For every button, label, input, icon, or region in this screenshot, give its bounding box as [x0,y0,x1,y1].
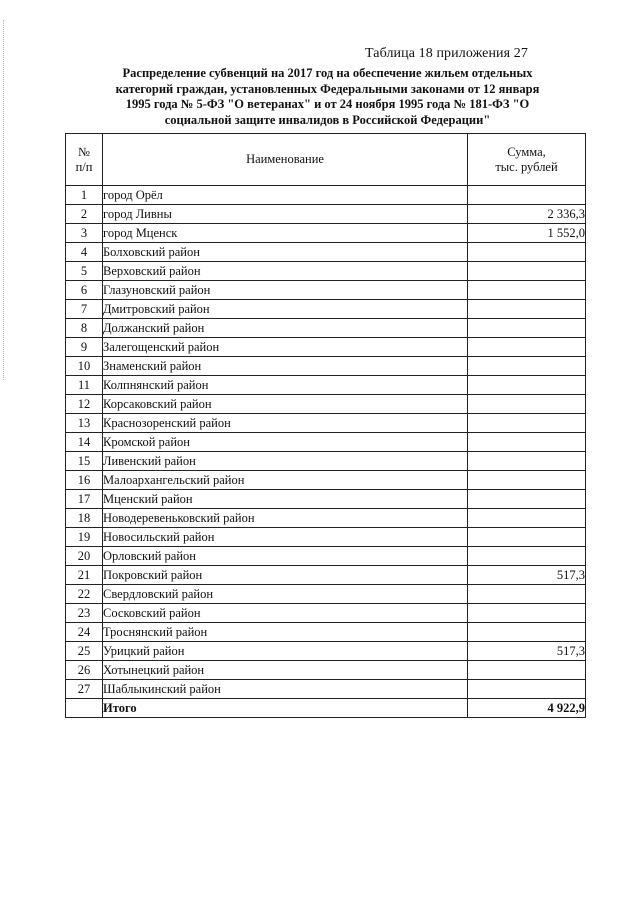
row-sum [468,623,586,642]
scan-margin-line [3,20,5,380]
row-sum [468,319,586,338]
row-name: Новосильский район [103,528,468,547]
table-row [66,262,586,281]
row-name: Орловский район [103,547,468,566]
total-label: Итого [103,699,468,718]
row-name: Должанский район [103,319,468,338]
row-name: Кромской район [103,433,468,452]
row-number: 4 [66,243,103,262]
table-row [66,452,586,471]
row-number: 20 [66,547,103,566]
row-name: Глазуновский район [103,281,468,300]
column-header-number: № п/п [66,134,103,186]
row-name: Сосковский район [103,604,468,623]
title-line: Распределение субвенций на 2017 год на обеспечение жильем отдельных [122,66,533,80]
table-row [66,319,586,338]
row-number: 8 [66,319,103,338]
row-name: Новодеревеньковский район [103,509,468,528]
row-sum [468,300,586,319]
row-number: 13 [66,414,103,433]
row-number: 14 [66,433,103,452]
row-name: Свердловский район [103,585,468,604]
row-sum: 517,3 [468,642,586,661]
table-row [66,585,586,604]
table-header-row [66,134,586,186]
row-sum [468,509,586,528]
row-name: Болховский район [103,243,468,262]
row-name: Корсаковский район [103,395,468,414]
row-name: Малоархангельский район [103,471,468,490]
row-number: 1 [66,186,103,205]
title-line: 1995 года № 5-ФЗ "О ветеранах" и от 24 ноября 1995 года № 181-ФЗ "О [125,97,530,111]
table-row [66,357,586,376]
table-row [66,623,586,642]
row-number: 16 [66,471,103,490]
row-name: Покровский район [103,566,468,585]
row-number: 11 [66,376,103,395]
table-row [66,414,586,433]
row-name: Троснянский район [103,623,468,642]
row-sum [468,680,586,699]
row-number: 22 [66,585,103,604]
row-sum [468,281,586,300]
title-line: категорий граждан, установленных Федеральными законами от 12 января [115,81,540,96]
row-number: 25 [66,642,103,661]
row-name: Колпнянский район [103,376,468,395]
title-line: социальной защите инвалидов в Российской Федерации" [164,112,491,127]
row-number: 26 [66,661,103,680]
table-body [66,186,586,699]
table-row [66,642,586,661]
row-number: 2 [66,205,103,224]
row-name: Шаблыкинский район [103,680,468,699]
row-sum [468,452,586,471]
table-row [66,186,586,205]
table-row [66,281,586,300]
row-sum [468,186,586,205]
table-row [66,300,586,319]
row-name: Знаменский район [103,357,468,376]
table-row [66,566,586,585]
row-number: 17 [66,490,103,509]
row-name: Верховский район [103,262,468,281]
row-sum: 2 336,3 [468,205,586,224]
table-row [66,243,586,262]
row-name: город Орёл [103,186,468,205]
row-sum [468,585,586,604]
table-row [66,490,586,509]
appendix-note: Таблица 18 приложения 27 [364,46,528,61]
table-row [66,224,586,243]
row-name: город Ливны [103,205,468,224]
row-number: 5 [66,262,103,281]
table-row [66,547,586,566]
row-sum [468,471,586,490]
table-row [66,395,586,414]
row-name: город Мценск [103,224,468,243]
row-name: Хотынецкий район [103,661,468,680]
table-row [66,433,586,452]
row-name: Урицкий район [103,642,468,661]
table-row [66,471,586,490]
row-sum: 1 552,0 [468,224,586,243]
row-sum [468,395,586,414]
row-sum [468,547,586,566]
row-sum: 517,3 [468,566,586,585]
document-title [95,66,560,128]
row-number: 10 [66,357,103,376]
row-number: 27 [66,680,103,699]
row-name: Дмитровский район [103,300,468,319]
total-row [66,699,586,718]
table-row [66,528,586,547]
row-name: Залегощенский район [103,338,468,357]
row-name: Краснозоренский район [103,414,468,433]
table-row [66,509,586,528]
row-sum [468,357,586,376]
row-sum [468,338,586,357]
row-number: 12 [66,395,103,414]
table-row [66,604,586,623]
row-number: 15 [66,452,103,471]
row-number: 24 [66,623,103,642]
row-sum [468,414,586,433]
row-number: 21 [66,566,103,585]
row-sum [468,262,586,281]
row-name: Ливенский район [103,452,468,471]
row-number: 7 [66,300,103,319]
subvention-table [65,133,586,718]
column-header-sum: Сумма, тыс. рублей [468,134,586,186]
row-number: 23 [66,604,103,623]
row-name: Мценский район [103,490,468,509]
row-number: 19 [66,528,103,547]
row-number: 9 [66,338,103,357]
table-row [66,661,586,680]
table-row [66,376,586,395]
row-sum [468,661,586,680]
row-number: 6 [66,281,103,300]
table-row [66,338,586,357]
row-sum [468,433,586,452]
row-sum [468,243,586,262]
row-sum [468,528,586,547]
row-number: 18 [66,509,103,528]
table-row [66,205,586,224]
row-sum [468,376,586,395]
total-number-cell [66,699,103,718]
row-sum [468,604,586,623]
row-number: 3 [66,224,103,243]
table-row [66,680,586,699]
total-value: 4 922,9 [468,699,586,718]
column-header-name: Наименование [103,134,468,186]
row-sum [468,490,586,509]
